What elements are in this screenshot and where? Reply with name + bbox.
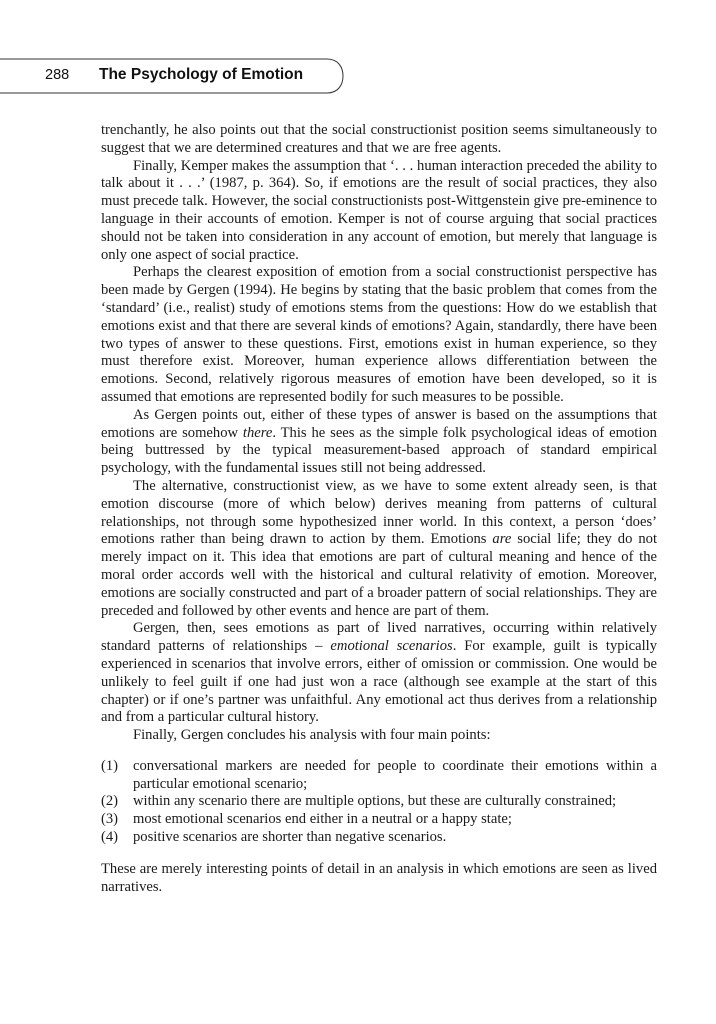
text-run: social life; they do not merely impact on it. This idea that emotions are part of cultural meaning and hence of the moral order accords well with the historical and cultural relativity of emotion. Moreover, emotions are socially constructed and part of a broader pattern of social relationships. They are preceded and followed by other events and hence are part of them. bbox=[101, 531, 657, 619]
paragraph bbox=[101, 620, 657, 727]
text-run: As Gergen points out, either of these types of answer is based on the assumptions that emotions are somehow bbox=[101, 406, 657, 441]
emphasis: are bbox=[492, 531, 512, 548]
text-run: . For example, guilt is typically experienced in scenarios that involve errors, either of omission or commission. One would be unlikely to feel guilt if one had just won a race (although see example at the start of this chapter) or if one’s partner was unfaithful. Any emotional act thus derives from a relationship and from a particular cultural history. bbox=[101, 638, 657, 726]
running-header bbox=[0, 57, 716, 97]
emphasis: there bbox=[242, 424, 273, 441]
text-run: The alternative, constructionist view, as we have to some extent already seen, is that emotion discourse (more of which below) derives meaning from patterns of cultural relationships, not through some hypothesized inner world. In this context, a person ‘does’ emotions rather than being drawn to action by them. Emotions bbox=[101, 477, 657, 548]
list-marker: (1) bbox=[101, 757, 119, 774]
emphasis: emotional scenarios bbox=[330, 638, 453, 655]
list-item bbox=[101, 758, 657, 794]
list-item bbox=[101, 793, 657, 811]
running-title: The Psychology of Emotion bbox=[99, 66, 304, 83]
list-item-text: most emotional scenarios end either in a neutral or a happy state; bbox=[133, 811, 512, 828]
list-marker: (3) bbox=[101, 811, 119, 828]
paragraph: Finally, Kemper makes the assumption that ‘. . . human interaction preceded the ability to talk about it . . .’ (1987, p. 364). So, if emotions are the result of social practices, they also must precede talk. However, the social constructionists post-Wittgenstein give pre-eminence to language in their accounts of emotion. Kemper is not of course arguing that social practices should not be taken into consideration in any account of emotion, but merely that language is only one aspect of social practice. bbox=[101, 157, 657, 263]
paragraph bbox=[101, 407, 657, 478]
paragraph bbox=[101, 478, 657, 620]
text-run: . This he sees as the simple folk psychological ideas of emotion being buttressed by the typical measurement-based approach of standard empirical psychology, with the fundamental issues still not being addressed. bbox=[101, 424, 657, 477]
main-text bbox=[101, 122, 657, 896]
list-item-text: conversational markers are needed for people to coordinate their emotions within a particular emotional scenario; bbox=[133, 757, 657, 792]
list-item-text: within any scenario there are multiple options, but these are culturally constrained; bbox=[133, 793, 617, 810]
paragraph: Perhaps the clearest exposition of emotion from a social constructionist perspective has been made by Gergen (1994). He begins by stating that the basic problem that comes from the ‘standard’ (i.e., realist) study of emotions stems from the questions: How do we establish that emotions exist and that there are several kinds of emotions? Again, standardly, there have been two types of answer to these questions. First, emotions exist in human experience, so they must therefore exist. Moreover, human experience allows differentiation between the emotions. Second, relatively rigorous measures of emotion have been developed, so it is assumed that emotions are represented bodily for such measures to be possible. bbox=[101, 264, 657, 405]
page-number: 288 bbox=[45, 67, 70, 83]
paragraph: trenchantly, he also points out that the social constructionist position seems simultaneously to suggest that we are determined creatures and that we are free agents. bbox=[101, 122, 657, 156]
list-marker: (4) bbox=[101, 829, 119, 846]
list-marker: (2) bbox=[101, 793, 119, 810]
list-item bbox=[101, 829, 657, 847]
closing-paragraph: These are merely interesting points of detail in an analysis in which emotions are seen as lived narratives. bbox=[101, 860, 657, 895]
text-run: Gergen, then, sees emotions as part of lived narratives, occurring within relatively standard patterns of relationships – bbox=[101, 620, 657, 655]
numbered-list bbox=[101, 758, 657, 847]
list-item bbox=[101, 811, 657, 829]
paragraph: Finally, Gergen concludes his analysis with four main points: bbox=[133, 727, 491, 744]
list-item-text: positive scenarios are shorter than negative scenarios. bbox=[133, 829, 447, 846]
